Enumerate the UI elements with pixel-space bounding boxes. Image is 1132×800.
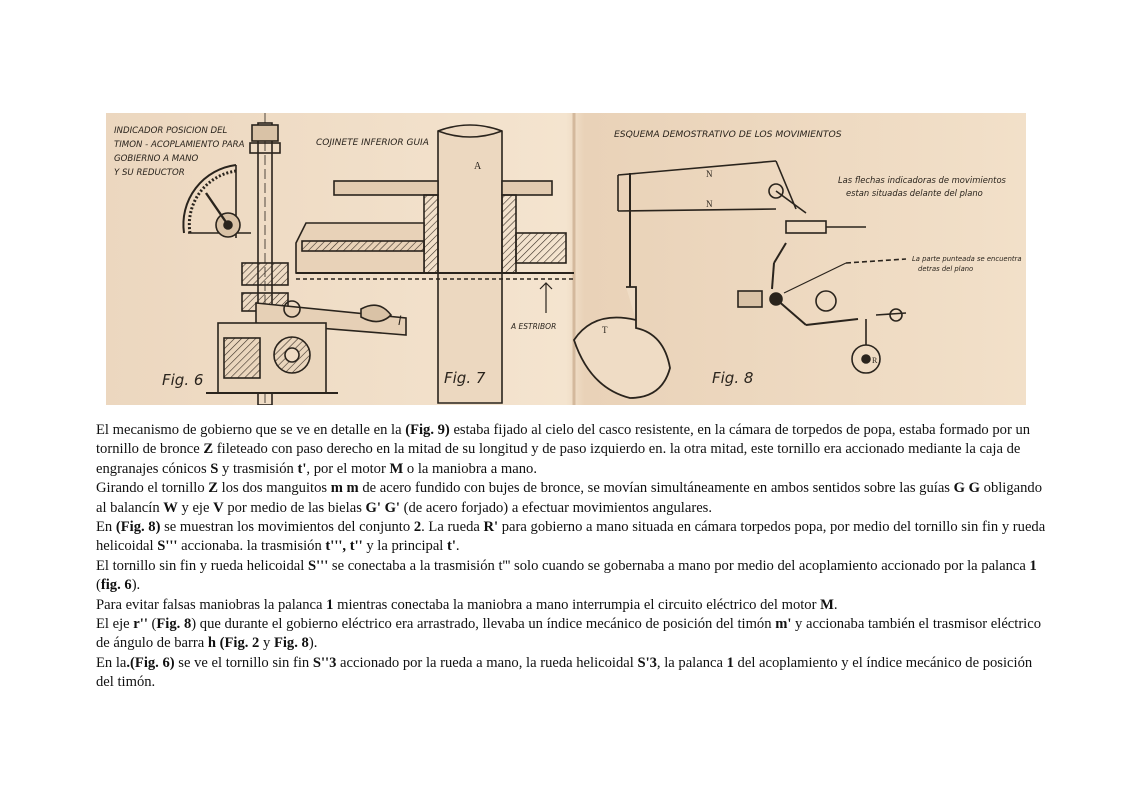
paragraph <box>96 557 1046 596</box>
fig8-note-line-2: estan situadas delante del plano <box>846 188 983 198</box>
bold-reference: 1 <box>1029 557 1037 574</box>
fig7-title: COJINETE INFERIOR GUIA <box>316 138 429 148</box>
text-run: para gobierno a mano situada en cámara torpedos popa, por medio del tornillo sin fin y rueda helicoidal <box>96 519 1046 555</box>
text-run: , la palanca <box>656 654 727 671</box>
svg-text:A: A <box>474 161 482 172</box>
text-run: ( <box>147 616 157 633</box>
paragraph <box>96 596 1046 615</box>
bold-reference: 2 <box>413 519 422 536</box>
svg-text:l: l <box>398 314 402 328</box>
text-run: y trasmisión <box>218 460 298 477</box>
text-run: y <box>259 635 274 652</box>
text-run: (de acero forjado) a efectuar movimientos angulares. <box>400 499 712 516</box>
bold-reference: t' <box>447 538 456 555</box>
fig8-note2-line-1: La parte punteada se encuentra <box>912 255 1022 263</box>
bold-reference: Z <box>203 441 214 458</box>
text-run: o la maniobra a mano. <box>403 460 537 477</box>
text-run: del acoplamiento y el índice mecánico de posición del timón. <box>96 654 1033 691</box>
fig7-label-stirrup: A ESTRIBOR <box>511 322 557 331</box>
svg-text:N: N <box>706 169 713 179</box>
svg-text:R: R <box>872 356 878 365</box>
paragraph <box>96 518 1046 557</box>
fig6-note-line-2: TIMON - ACOPLAMIENTO PARA <box>114 140 245 150</box>
bold-reference: h <box>207 635 216 652</box>
bold-reference: fig. 6 <box>100 577 132 594</box>
text-run: se ve el tornillo sin fin <box>174 654 313 671</box>
fig8-caption: Fig. 8 <box>712 369 754 387</box>
bold-reference: Fig. 8 <box>156 616 192 633</box>
bold-reference: S'3 <box>637 654 657 671</box>
text-run: por medio de las bielas <box>223 499 366 516</box>
text-run: En la <box>96 654 127 671</box>
fig6-caption: Fig. 6 <box>162 371 204 389</box>
bold-reference: t' <box>297 460 307 477</box>
text-run: se conectaba a la trasmisión t''' solo cuando se gobernaba a mano por medio del acoplamiento accionado por la palanca <box>328 557 1030 574</box>
svg-text:N: N <box>706 199 713 209</box>
body-text <box>96 421 1046 693</box>
bold-reference: r'' <box>133 616 148 633</box>
text-run: El tornillo sin fin y rueda helicoidal <box>96 557 308 574</box>
text-run: y accionaba también el trasmisor eléctrico de ángulo de barra <box>96 616 1042 652</box>
text-run: El eje <box>96 616 134 633</box>
bold-reference: (Fig. 2 <box>219 635 260 652</box>
bold-reference: Fig. 8 <box>273 635 309 652</box>
text-run: fileteado con paso derecho en la mitad de su longitud y de paso izquierdo en. la otra mitad, este tornillo era accionado mediante la caja de engranajes cónicos <box>96 441 1021 477</box>
text-run: ) que durante el gobierno eléctrico era arrastrado, llevaba un índice mecánico de posición del timón <box>191 616 776 633</box>
text-run: los dos manguitos <box>218 480 331 497</box>
fig7-caption: Fig. 7 <box>444 369 486 387</box>
text-run: . <box>833 596 838 613</box>
bold-reference: G G <box>953 480 980 497</box>
fig6-note-line-1: INDICADOR POSICION DEL <box>114 126 228 136</box>
text-run: El mecanismo de gobierno que se ve en detalle en la <box>96 422 406 438</box>
bold-reference: V <box>213 499 224 516</box>
bold-reference: S <box>210 460 219 477</box>
text-run: ). <box>131 577 141 594</box>
svg-text:T: T <box>602 325 608 335</box>
text-run: Girando el tornillo <box>96 480 209 497</box>
bold-reference: (Fig. 8) <box>115 519 161 536</box>
text-run: ). <box>308 635 318 652</box>
bold-reference: M <box>820 596 834 613</box>
text-run: ( <box>96 577 101 594</box>
bold-reference: W <box>163 499 178 516</box>
text-run: . <box>455 538 460 555</box>
fig8-title: ESQUEMA DEMOSTRATIVO DE LOS MOVIMIENTOS <box>614 129 842 140</box>
text-run: estaba fijado al cielo del casco resistente, en la cámara de torpedos de popa, estaba formado por un tornillo de bronce <box>96 422 1031 458</box>
text-run: mientras conectaba la maniobra a mano interrumpia el circuito eléctrico del motor <box>333 596 821 613</box>
bold-reference: Z <box>208 480 219 497</box>
paragraph <box>96 654 1046 693</box>
bold-reference: M <box>389 460 404 477</box>
text-run: de acero fundido con bujes de bronce, se movían simultáneamente en ambos sentidos sobre las guías <box>358 480 954 497</box>
text-run: Para evitar falsas maniobras la palanca <box>96 596 327 613</box>
engineering-drawing-figures <box>106 113 1026 405</box>
bold-reference: S''3 <box>312 654 337 671</box>
text-run: . La rueda <box>421 519 484 536</box>
paragraph <box>96 421 1046 479</box>
fig8-note2-line-2: detras del plano <box>918 265 974 273</box>
bold-reference: (Fig. 9) <box>405 422 450 438</box>
bold-reference: S''' <box>307 557 329 574</box>
bold-reference: m m <box>330 480 359 497</box>
text-run: y la principal <box>362 538 447 555</box>
text-run: y eje <box>177 499 214 516</box>
text-run: accionaba. la trasmisión <box>177 538 326 555</box>
fig8-note-line-1: Las flechas indicadoras de movimientos <box>838 175 1006 185</box>
text-run: se muestran los movimientos del conjunto <box>160 519 414 536</box>
text-run: obligando al balancín <box>96 480 1043 516</box>
text-run: accionado por la rueda a mano, la rueda helicoidal <box>336 654 638 671</box>
bold-reference: m' <box>775 616 792 633</box>
bold-reference: S''' <box>157 538 178 555</box>
bold-reference: 1 <box>726 654 734 671</box>
bold-reference: .(Fig. 6) <box>126 654 175 671</box>
bold-reference: G' G' <box>365 499 400 516</box>
bold-reference: t''', t'' <box>325 538 363 555</box>
paragraph <box>96 479 1046 518</box>
fig6-note-line-4: Y SU REDUCTOR <box>114 168 185 178</box>
bold-reference: R' <box>483 519 499 536</box>
bold-reference: 1 <box>326 596 334 613</box>
paragraph <box>96 615 1046 654</box>
text-run: En <box>96 519 116 536</box>
fig6-note-line-3: GOBIERNO A MANO <box>114 154 199 164</box>
text-run: , por el motor <box>306 460 390 477</box>
